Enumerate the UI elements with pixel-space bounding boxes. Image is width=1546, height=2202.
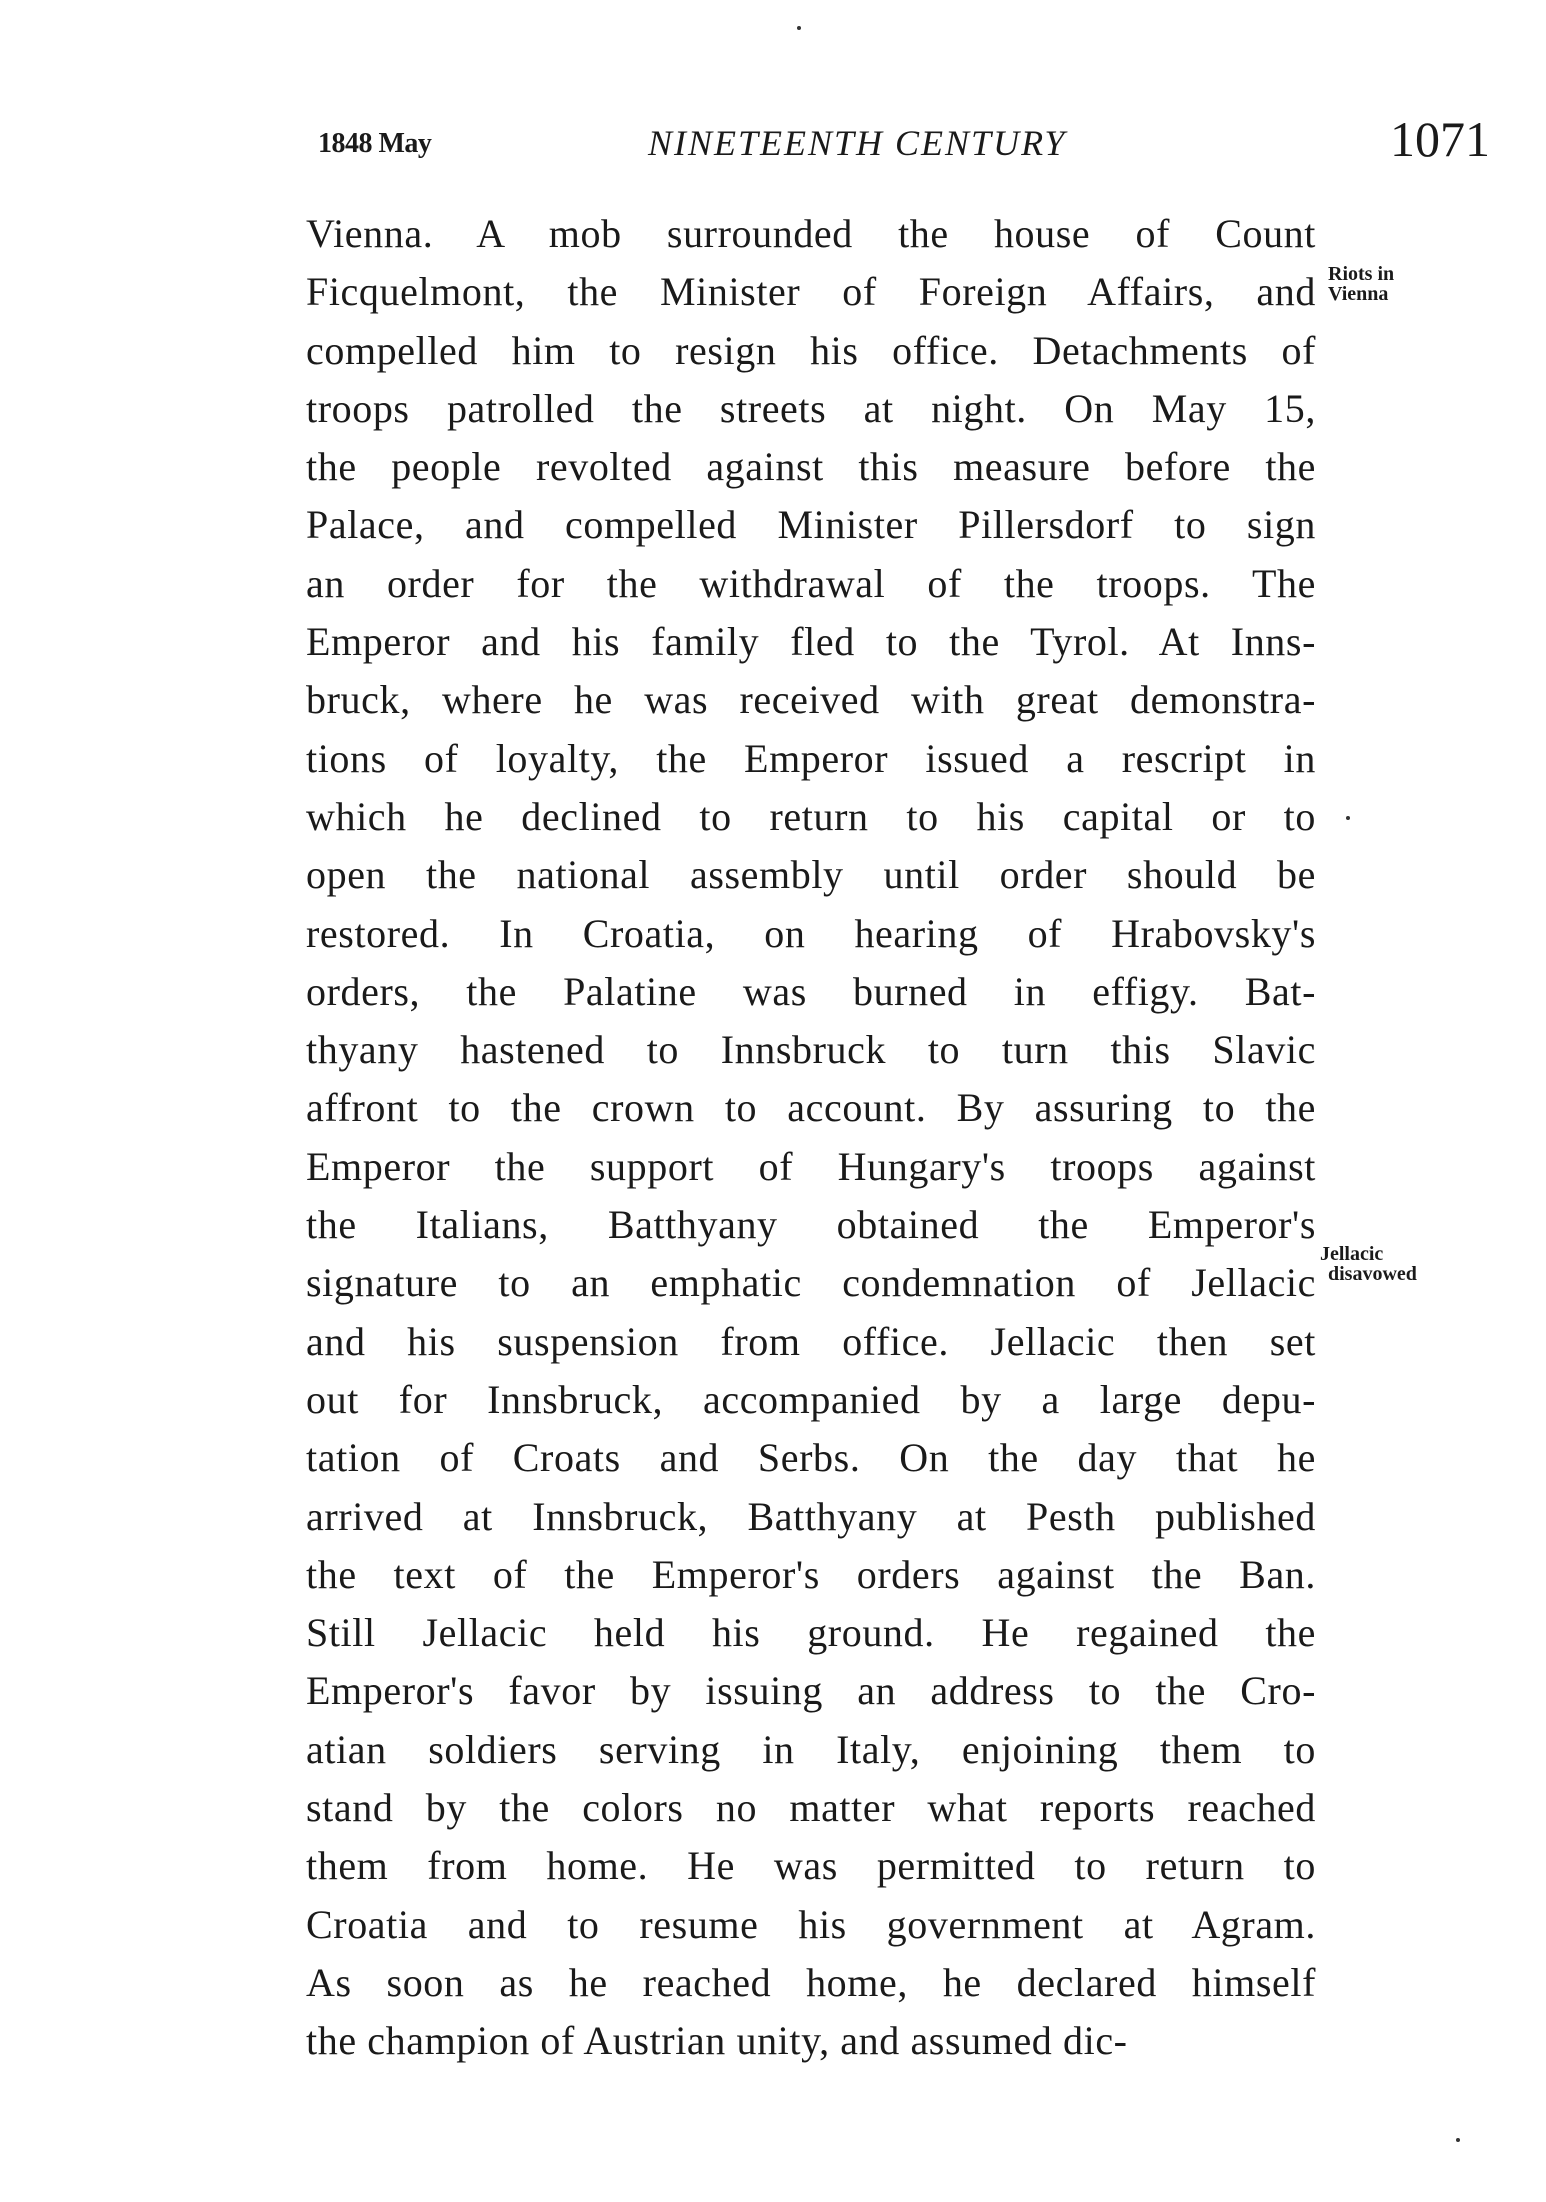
text-line: restored. In Croatia, on hearing of Hrabovsky's (306, 910, 1316, 956)
text-line: Croatia and to resume his government at Agram. (306, 1901, 1316, 1947)
marginal-note-riots (1328, 264, 1394, 304)
text-line: them from home. He was permitted to return to (306, 1843, 1316, 1889)
text-line: Emperor's favor by issuing an address to the Cro- (306, 1668, 1316, 1714)
text-line: bruck, where he was received with great demonstra- (306, 677, 1316, 723)
text-line: tation of Croats and Serbs. On the day that he (306, 1435, 1316, 1481)
text-line: Vienna. A mob surrounded the house of Count (306, 211, 1316, 256)
text-line: Emperor and his family fled to the Tyrol. At Inns- (306, 619, 1316, 665)
text-line: the text of the Emperor's orders against the Ban. (306, 1551, 1316, 1597)
text-line: Still Jellacic held his ground. He regained the (306, 1610, 1316, 1656)
text-line: compelled him to resign his office. Detachments of (306, 327, 1316, 373)
page-number: 1071 (1390, 111, 1490, 167)
ink-speck (797, 26, 801, 30)
text-line: Emperor the support of Hungary's troops against (306, 1143, 1316, 1189)
text-line: thyany hastened to Innsbruck to turn this Slavic (306, 1027, 1316, 1073)
text-line: the champion of Austrian unity, and assumed dic- (306, 2018, 1128, 2064)
ink-speck (1346, 816, 1350, 820)
text-line: affront to the crown to account. By assuring to the (306, 1085, 1316, 1131)
text-line: an order for the withdrawal of the troops. The (306, 560, 1316, 606)
text-line: orders, the Palatine was burned in effigy. Bat- (306, 968, 1316, 1014)
text-line: which he declined to return to his capital or to (306, 793, 1316, 839)
marginal-note-line: disavowed (1328, 1263, 1417, 1285)
text-line: Palace, and compelled Minister Pillersdorf to sign (306, 502, 1316, 548)
text-line: open the national assembly until order should be (306, 852, 1316, 898)
marginal-note-line: Vienna (1328, 283, 1389, 305)
running-head-title: NINETEENTH CENTURY (648, 123, 1067, 163)
text-line: signature to an emphatic condemnation of Jellacic (306, 1260, 1316, 1306)
text-line: troops patrolled the streets at night. On May 15, (306, 385, 1316, 431)
body-text (306, 205, 1316, 2071)
ink-speck (1456, 2138, 1460, 2142)
text-line: the people revolted against this measure before the (306, 444, 1316, 490)
text-line: tions of loyalty, the Emperor issued a rescript in (306, 735, 1316, 781)
text-line: As soon as he reached home, he declared himself (306, 1959, 1316, 2005)
text-line: atian soldiers serving in Italy, enjoining them to (306, 1726, 1316, 1772)
text-line: and his suspension from office. Jellacic then set (306, 1318, 1316, 1364)
text-line: arrived at Innsbruck, Batthyany at Pesth published (306, 1493, 1316, 1539)
text-line: Ficquelmont, the Minister of Foreign Affairs, and (306, 269, 1316, 315)
marginal-note-line: Jellacic (1320, 1243, 1384, 1265)
text-line: out for Innsbruck, accompanied by a large depu- (306, 1376, 1316, 1422)
text-line: the Italians, Batthyany obtained the Emperor's (306, 1202, 1316, 1248)
running-head-date: 1848 May (318, 128, 432, 159)
text-line: stand by the colors no matter what reports reached (306, 1785, 1316, 1831)
marginal-note-jellacic (1318, 1244, 1417, 1284)
marginal-note-line: Riots in (1328, 263, 1395, 285)
